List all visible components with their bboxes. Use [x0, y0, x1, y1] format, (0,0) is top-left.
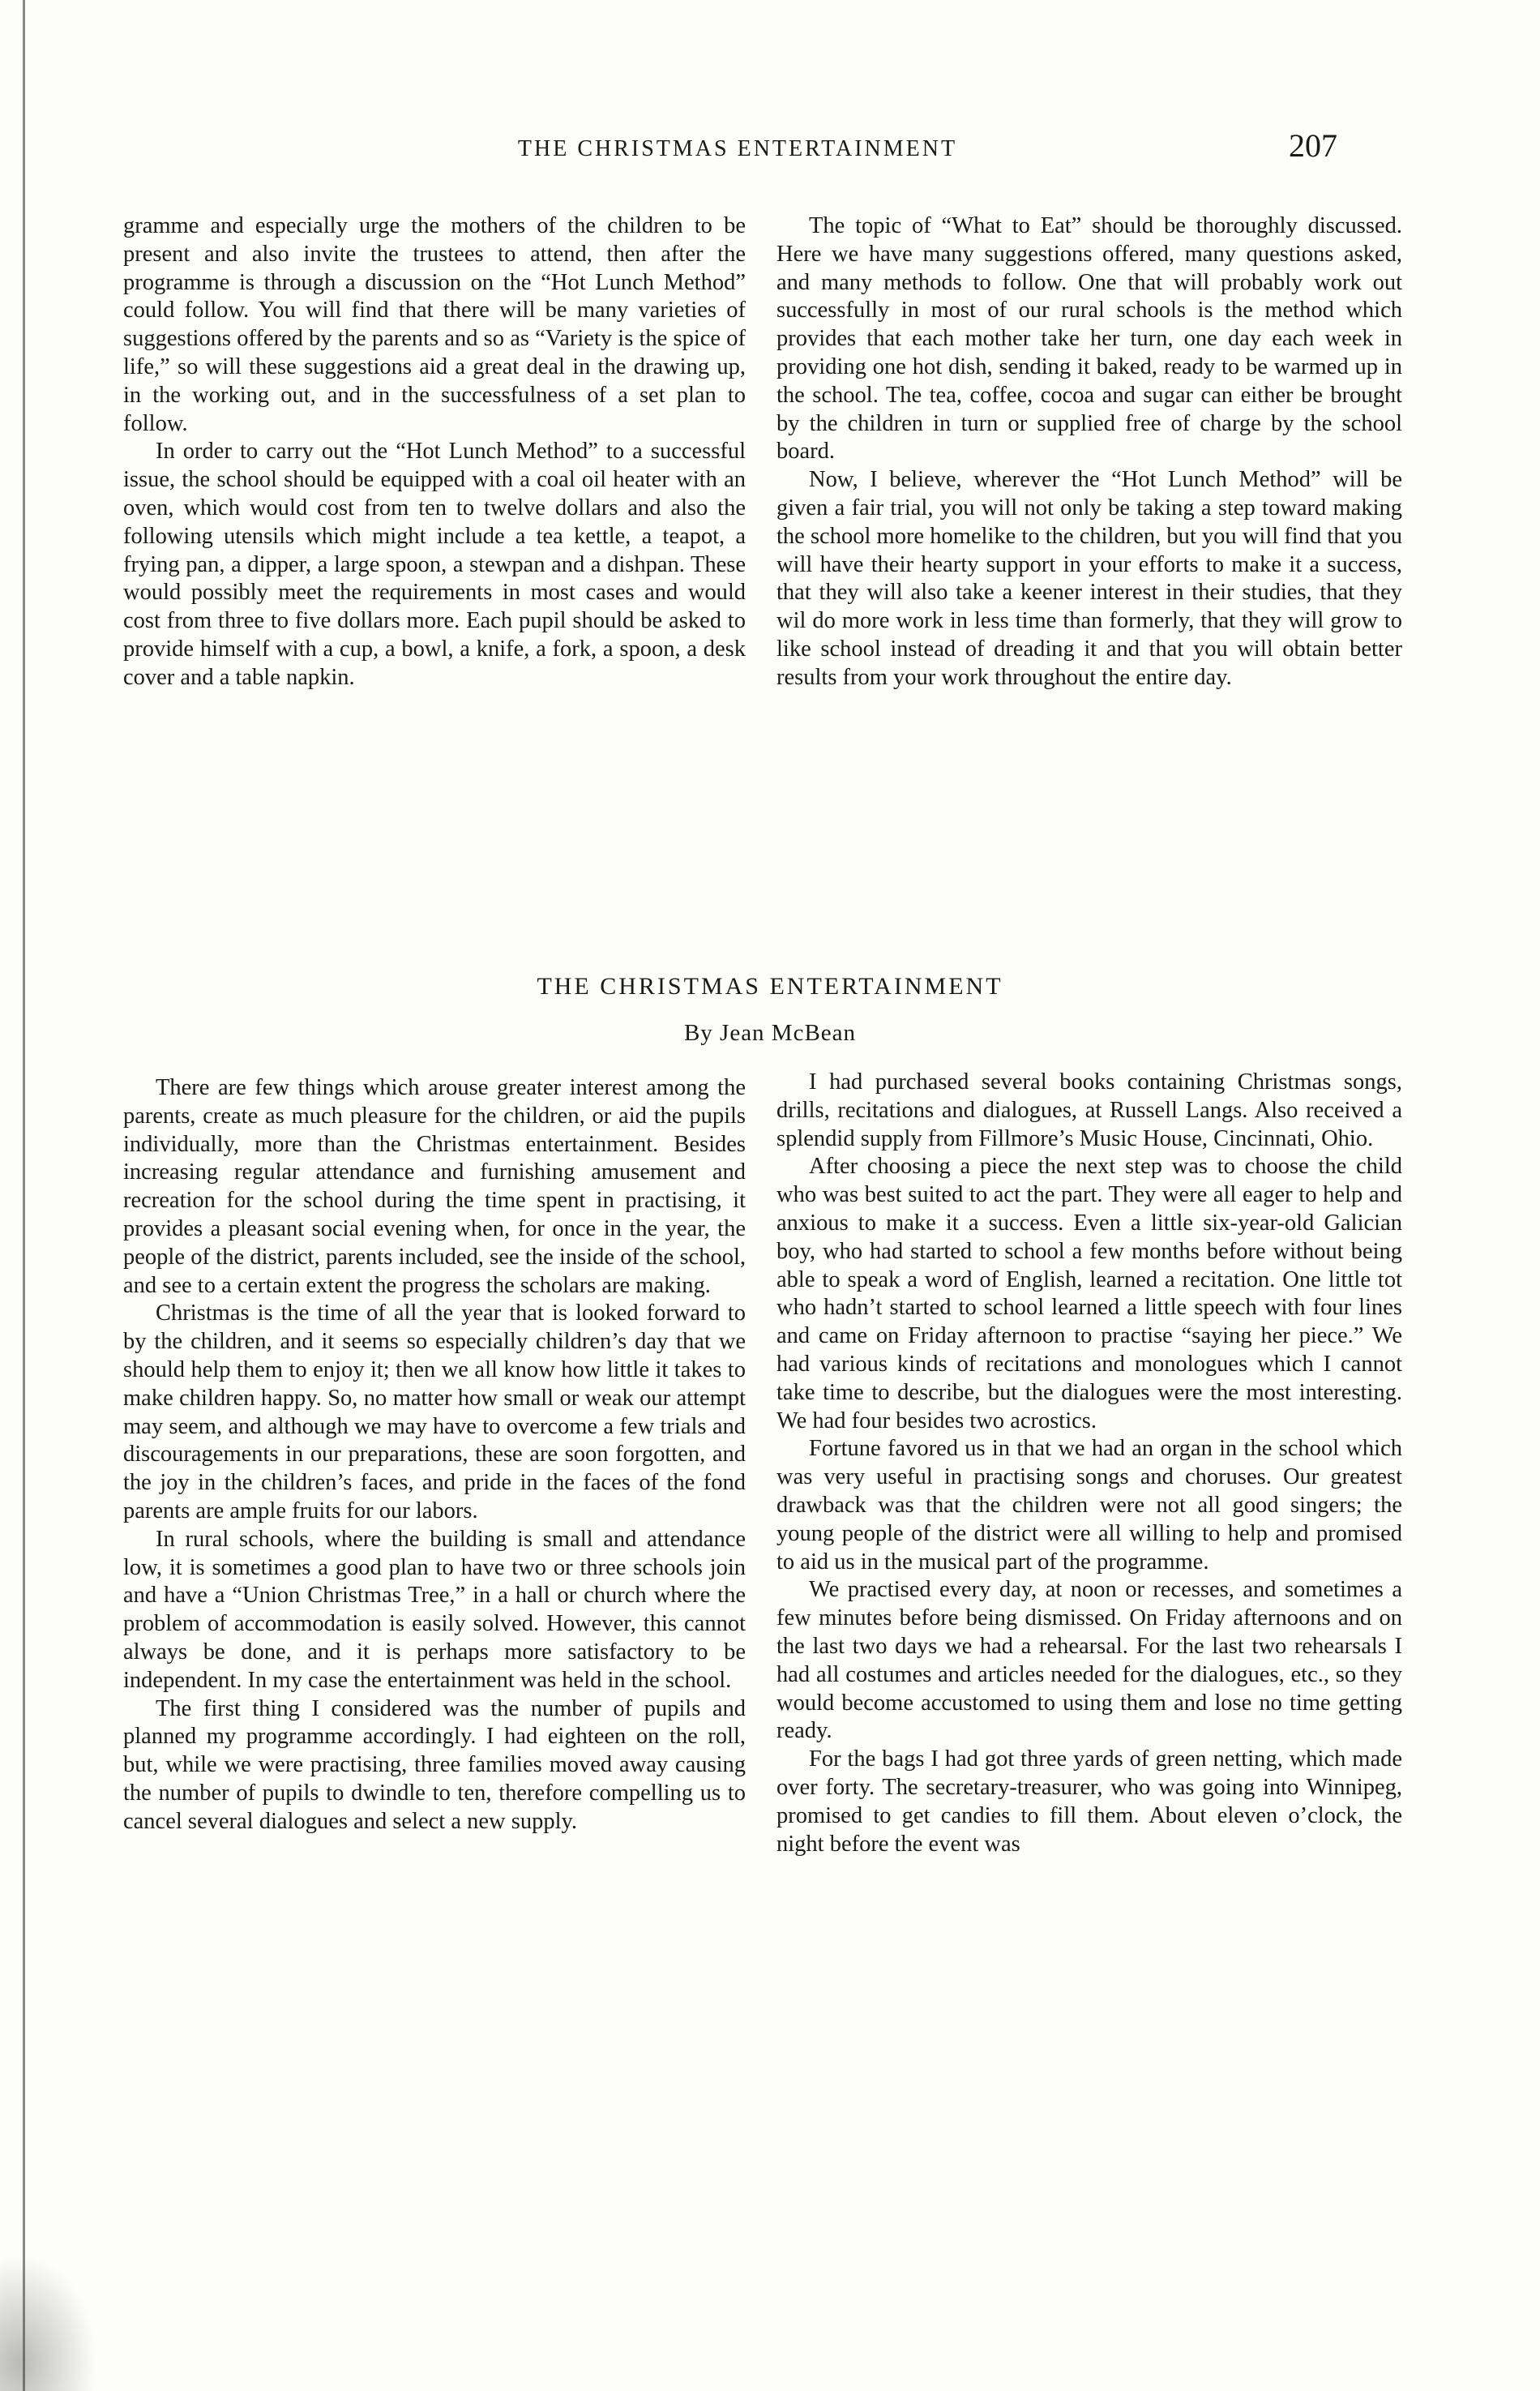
paragraph: We practised every day, at noon or recesses, and sometimes a few minutes before being dismissed. On Friday afternoons and on the last two days we had a rehearsal. For the last two rehearsals I had all costumes and articles needed for the dialogues, etc., so they would become accustomed to using them and lose no time getting ready. [776, 1577, 1402, 1744]
running-head: THE CHRISTMAS ENTERTAINMENT [517, 136, 958, 161]
paragraph: I had purchased several books containing Christmas songs, drills, recitations and dialogues, at Russell Langs. Also received a splendid supply from Fillmore’s Music House, Cincinnati, Ohio. [776, 1069, 1402, 1151]
top-right-column [776, 212, 1402, 692]
paragraph: gramme and especially urge the mothers of the children to be present and also invite the trustees to attend, then after the programme is through a discussion on the “Hot Lunch Method” could follow. You will find that there will be many varieties of suggestions offered by the parents and so as “Variety is the spice of life,” so will these suggestions aid a great deal in the drawing up, in the working out, and in the successfulness of a set plan to follow. [123, 213, 746, 436]
page-number: 207 [1289, 127, 1337, 164]
top-left-column [123, 212, 746, 692]
paragraph: The first thing I considered was the number of pupils and planned my programme accordingly. I had eighteen on the roll, but, while we were practising, three families moved away causing the number of pupils to dwindle to ten, therefore compelling us to cancel several dialogues and select a new supply. [123, 1695, 746, 1834]
paragraph: Fortune favored us in that we had an organ in the school which was very useful in practising songs and choruses. Our greatest drawback was that the children were not all good singers; the young people of the district were all willing to help and promised to aid us in the musical part of the programme. [776, 1436, 1402, 1575]
paragraph: The topic of “What to Eat” should be thoroughly discussed. Here we have many suggestions offered, many questions asked, and many methods to follow. One that will probably work out successfully in most of our rural schools is the method which provides that each mother take her turn, one day each week in providing one hot dish, sending it baked, ready to be warmed up in the school. The tea, coffee, cocoa and sugar can either be brought by the children in turn or supplied free of charge by the school board. [776, 213, 1402, 465]
paragraph: For the bags I had got three yards of green netting, which made over forty. The secretary-treasurer, who was going into Winnipeg, promised to get candies to fill them. About eleven o’clock, the night before the event was [776, 1746, 1402, 1857]
scan-smudge [0, 2254, 97, 2391]
paragraph: There are few things which arouse greater interest among the parents, create as much pleasure for the children, or aid the pupils individually, more than the Christmas entertainment. Besides increasing regular attendance and furnishing amusement and recreation for the school during the time spent in practising, it provides a pleasant social evening when, for once in the year, the people of the district, parents included, see the inside of the school, and see to a certain extent the progress the scholars are making. [123, 1075, 746, 1298]
paragraph: After choosing a piece the next step was to choose the child who was best suited to act the part. They were all eager to help and anxious to make it a success. Even a little six-year-old Galician boy, who had started to school a few months before without being able to speak a word of English, learned a recitation. One little tot who hadn’t started to school learned a little speech with four lines and came on Friday afternoon to practise “saying her piece.” We had various kinds of recitations and monologues which I cannot take time to describe, but the dialogues were the most interesting. We had four besides two acrostics. [776, 1154, 1402, 1433]
paragraph: Christmas is the time of all the year that is looked forward to by the children, and it seems so especially children’s day that we should help them to enjoy it; then we all know how little it takes to make children happy. So, no matter how small or weak our attempt may seem, and although we may have to overcome a few trials and discouragements in our preparations, these are soon forgotten, and the joy in the children’s faces, and pride in the faces of the fond parents are ample fruits for our labors. [123, 1300, 746, 1523]
byline: By Jean McBean [683, 1020, 857, 1046]
page-binding-edge [23, 0, 25, 2391]
article-title: THE CHRISTMAS ENTERTAINMENT [537, 973, 1003, 1000]
bottom-right-column [776, 1069, 1402, 1858]
paragraph: In order to carry out the “Hot Lunch Method” to a successful issue, the school should be equipped with a coal oil heater with an oven, which would cost from ten to twelve dollars and also the following utensils which might include a tea kettle, a teapot, a frying pan, a dipper, a large spoon, a stewpan and a dishpan. These would possibly meet the requirements in most cases and would cost from three to five dollars more. Each pupil should be asked to provide himself with a cup, a bowl, a knife, a fork, a spoon, a desk cover and a table napkin. [123, 439, 746, 690]
bottom-left-column [123, 1074, 746, 1836]
paragraph: Now, I believe, wherever the “Hot Lunch Method” will be given a fair trial, you will not only be taking a step toward making the school more homelike to the children, but you will find that you will have their hearty support in your efforts to make it a success, that they will also take a keener interest in their studies, that they wil do more work in less time than formerly, that they will grow to like school instead of dreading it and that you will obtain better results from your work throughout the entire day. [776, 467, 1402, 690]
paragraph: In rural schools, where the building is small and attendance low, it is sometimes a good plan to have two or three schools join and have a “Union Christmas Tree,” in a hall or church where the problem of accommodation is easily solved. However, this cannot always be done, and it is perhaps more satisfactory to be independent. In my case the entertainment was held in the school. [123, 1526, 746, 1693]
